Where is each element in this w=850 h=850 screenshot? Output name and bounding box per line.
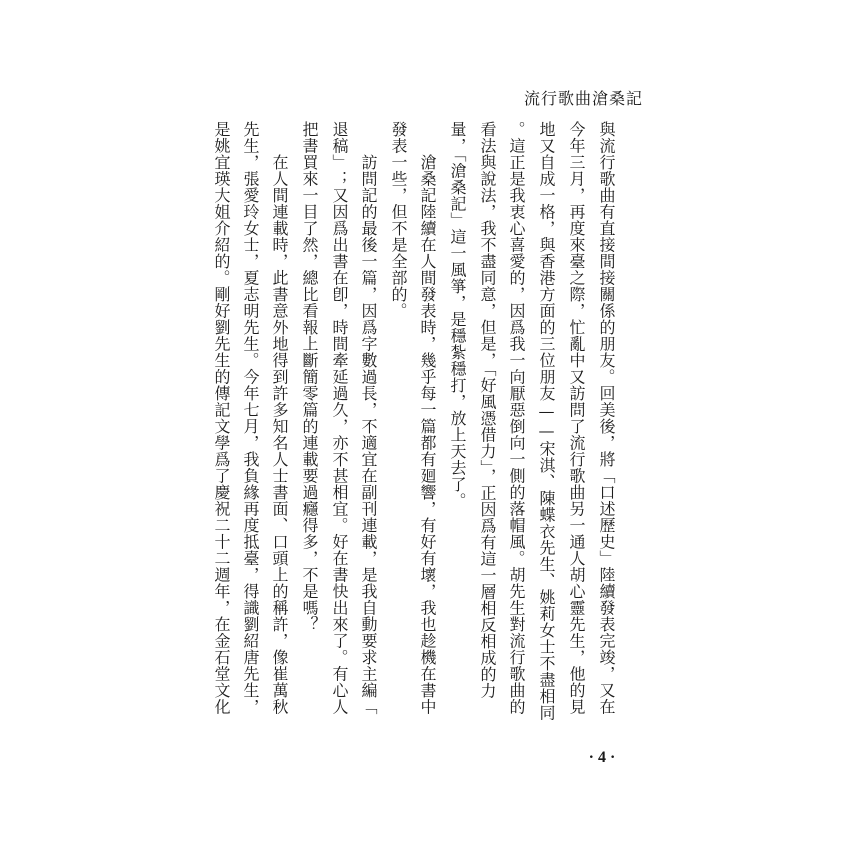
text-column-1: 與流行歌曲有直接間接關係的朋友。回美後，將「口述歷史」陸續發表完竣，又在 [597,121,616,715]
text-column-12: 在人間連載時，此書意外地得到許多知名人士書面、口頭上的稱許，像崔萬秋 [270,121,289,715]
text-column-4: 。這正是我衷心喜愛的，因爲我一向厭惡倒向一側的落帽風。胡先生對流行歌曲的 [507,121,526,715]
text-column-9: 訪問記的最後一篇，因爲字數過長，不適宜在副刊連載，是我自動要求主編「 [359,121,378,715]
text-column-3: 地又自成一格，與香港方面的三位朋友——宋淇、陳蝶衣先生、姚莉女士不盡相同 [537,121,556,721]
text-column-11: 把書買來一目了然，總比看報上斷簡零篇的連載要過癮得多，不是嗎？ [300,121,319,633]
text-column-6: 量，「滄桑記」這一風箏，是穩紮穩打，放上天去了。 [448,121,467,509]
text-column-14: 是姚宜瑛大姐介紹的。剛好劉先生的傳記文學爲了慶祝二十二週年，在金石堂文化 [212,121,231,715]
text-column-5: 看法與說法，我不盡同意，但是，「好風憑借力」，正因爲有這一層相反相成的力 [478,121,497,699]
page-number: · 4 · [588,749,616,766]
text-column-13: 先生，張愛玲女士，夏志明先生。今年七月，我負緣再度抵臺，得識劉紹唐先生， [241,121,260,715]
text-column-10: 退稿」；又因爲出書在卽，時間牽延過久，亦不甚相宜。好在書快出來了。有心人 [330,121,349,715]
text-column-2: 今年三月，再度來臺之際，忙亂中又訪問了流行歌曲另一通人胡心靈先生，他的見 [567,121,586,715]
text-column-8: 發表一些，但不是全部的。 [389,121,408,319]
running-head: 流行歌曲滄桑記 [523,89,643,108]
text-column-7: 滄桑記陸續在人間發表時，幾乎每一篇都有廻響，有好有壞，我也趁機在書中 [418,121,437,715]
